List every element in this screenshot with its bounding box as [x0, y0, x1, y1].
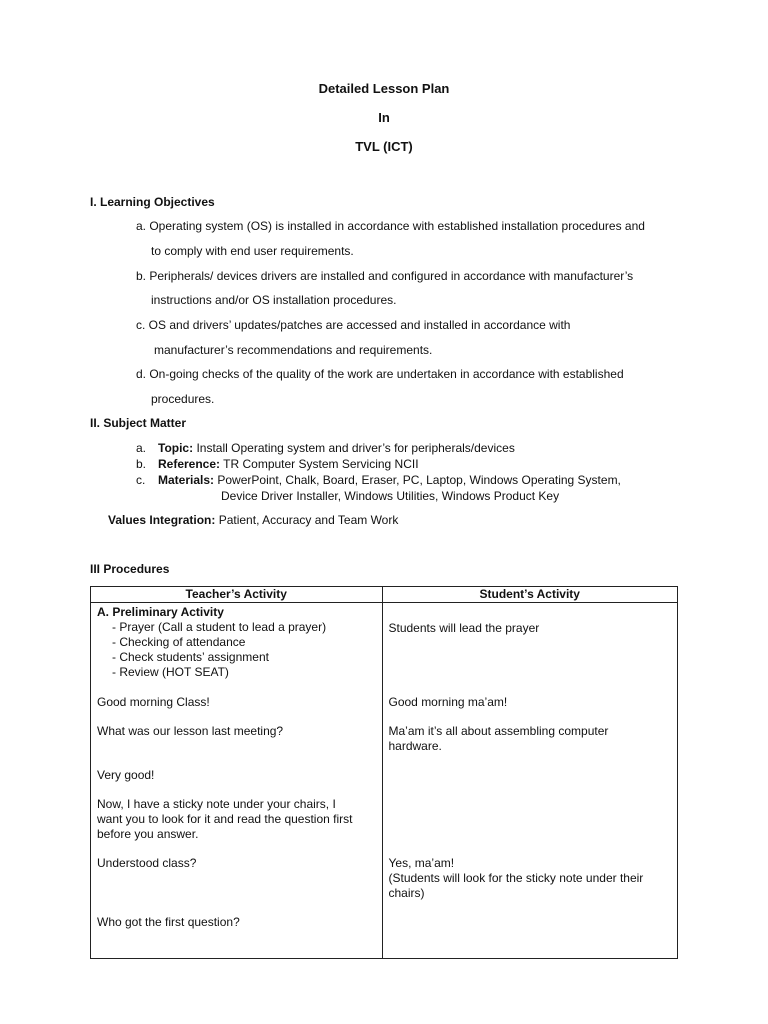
reference-label: Reference:: [158, 457, 221, 471]
teacher-activity-header: Teacher’s Activity: [91, 587, 383, 603]
objective-c-line2: manufacturer’s recommendations and requirements.: [154, 343, 433, 357]
objective-d-line2: procedures.: [151, 392, 215, 406]
teacher-question: What was our lesson last meeting?: [97, 724, 284, 738]
student-answer-line2: hardware.: [388, 739, 442, 753]
procedures-table: [90, 586, 678, 959]
student-action-line2: chairs): [388, 886, 425, 900]
teacher-understood: Understood class?: [97, 856, 197, 870]
document-title: Detailed Lesson Plan: [318, 81, 450, 96]
objective-b-line1: b. Peripherals/ devices drivers are installed and configured in accordance with manufacturer’s: [136, 269, 634, 283]
student-prayer: Students will lead the prayer: [388, 621, 540, 635]
topic-line: [158, 441, 515, 455]
materials-value: PowerPoint, Chalk, Board, Eraser, PC, Laptop, Windows Operating System,: [217, 473, 621, 487]
teacher-step-assignment: - Check students’ assignment: [112, 650, 269, 664]
teacher-greeting: Good morning Class!: [97, 695, 210, 709]
reference-marker: b.: [136, 457, 147, 471]
procedures-table-header-row: [91, 587, 678, 603]
teacher-activity-cell: [91, 603, 383, 959]
procedures-table-row: [91, 603, 678, 959]
teacher-instruction-line3: before you answer.: [97, 827, 199, 841]
objective-a-line1: a. Operating system (OS) is installed in accordance with established installation procedures and: [136, 219, 645, 233]
subject-matter-heading: II. Subject Matter: [90, 416, 187, 430]
materials-line: [158, 473, 621, 487]
student-answer-line1: Ma’am it’s all about assembling computer: [388, 724, 609, 738]
student-activity-header: Student’s Activity: [382, 587, 678, 603]
subject-title: TVL (ICT): [355, 139, 413, 154]
teacher-step-prayer: - Prayer (Call a student to lead a prayer): [112, 620, 327, 634]
teacher-step-review: - Review (HOT SEAT): [112, 665, 229, 679]
student-action-line1: (Students will look for the sticky note under their: [388, 871, 644, 885]
procedures-heading: III Procedures: [90, 562, 170, 576]
teacher-instruction-line1: Now, I have a sticky note under your chairs, I: [97, 797, 336, 811]
teacher-step-attendance: - Checking of attendance: [112, 635, 246, 649]
teacher-first-question: Who got the first question?: [97, 915, 240, 929]
teacher-praise: Very good!: [97, 768, 155, 782]
objectives-heading: I. Learning Objectives: [90, 195, 215, 209]
in-label: In: [378, 110, 390, 125]
materials-marker: c.: [136, 473, 146, 487]
values-integration-line: [108, 513, 398, 527]
materials-label: Materials:: [158, 473, 215, 487]
objective-b-line2: instructions and/or OS installation procedures.: [151, 293, 397, 307]
student-activity-cell: [382, 603, 678, 959]
preliminary-activity-heading: A. Preliminary Activity: [97, 605, 224, 619]
student-greeting: Good morning ma’am!: [388, 695, 508, 709]
topic-label: Topic:: [158, 441, 194, 455]
objective-d-line1: d. On-going checks of the quality of the work are undertaken in accordance with established: [136, 367, 624, 381]
values-integration-value: Patient, Accuracy and Team Work: [218, 513, 399, 527]
reference-line: [158, 457, 419, 471]
values-integration-label: Values Integration:: [108, 513, 216, 527]
student-yes: Yes, ma’am!: [388, 856, 455, 870]
materials-value-line2: Device Driver Installer, Windows Utilities, Windows Product Key: [221, 489, 560, 503]
topic-marker: a.: [136, 441, 147, 455]
topic-value: Install Operating system and driver’s for peripherals/devices: [196, 441, 515, 455]
reference-value: TR Computer System Servicing NCII: [223, 457, 419, 471]
objective-a-line2: to comply with end user requirements.: [151, 244, 354, 258]
objective-c-line1: c. OS and drivers’ updates/patches are accessed and installed in accordance with: [136, 318, 571, 332]
teacher-instruction-line2: want you to look for it and read the question first: [97, 812, 353, 826]
